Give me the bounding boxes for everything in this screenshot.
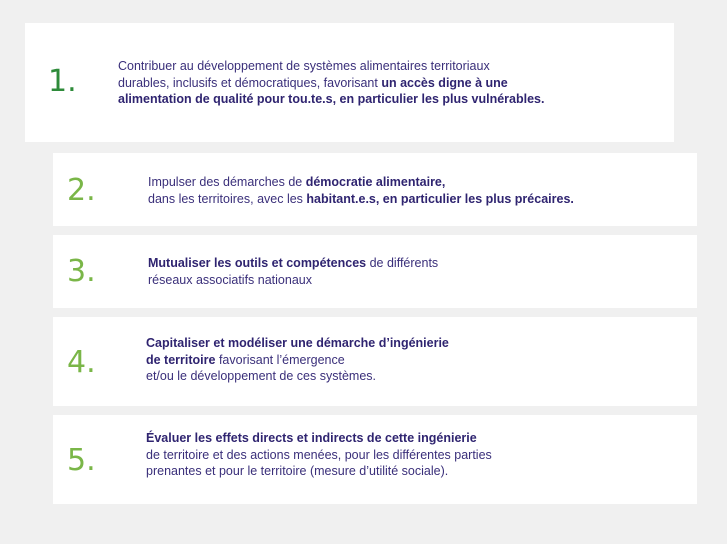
objective-text bbox=[148, 255, 438, 288]
text-line bbox=[146, 447, 492, 464]
text-run: durables, inclusifs et démocratiques, favorisant bbox=[118, 75, 382, 90]
text-run: dans les territoires, avec les bbox=[148, 191, 307, 206]
text-run-bold: de territoire bbox=[146, 352, 216, 367]
text-line bbox=[118, 91, 544, 108]
objective-text bbox=[146, 430, 492, 480]
text-line bbox=[146, 368, 449, 385]
text-line bbox=[146, 352, 449, 369]
text-run: prenantes et pour le territoire (mesure d’utilité sociale). bbox=[146, 464, 449, 478]
text-run: de territoire et des actions menées, pour les différentes parties bbox=[146, 447, 492, 462]
text-run-bold: démocratie alimentaire, bbox=[305, 175, 446, 189]
objective-number: 2. bbox=[67, 173, 96, 208]
text-line bbox=[148, 174, 574, 191]
text-line bbox=[146, 335, 449, 352]
text-line bbox=[118, 75, 544, 92]
text-run-bold: alimentation de qualité pour tou.te.s, en particulier les plus vulnérables. bbox=[118, 92, 545, 106]
text-run: et/ou le développement de ces systèmes. bbox=[146, 369, 376, 383]
objective-card-4 bbox=[53, 317, 697, 406]
objective-number: 1. bbox=[48, 64, 77, 99]
text-run-bold: Capitaliser et modéliser une démarche d’ingénierie bbox=[146, 336, 449, 350]
objective-card-1 bbox=[25, 23, 674, 142]
objective-card-3 bbox=[53, 235, 697, 308]
objective-card-5 bbox=[53, 415, 697, 504]
objective-text bbox=[146, 335, 449, 385]
objective-text bbox=[148, 174, 574, 207]
text-run-bold: habitant.e.s, en particulier les plus précaires. bbox=[306, 191, 574, 206]
text-run: Contribuer au développement de systèmes alimentaires territoriaux bbox=[118, 59, 490, 73]
text-run: réseaux associatifs nationaux bbox=[148, 272, 312, 287]
objective-text bbox=[118, 58, 544, 108]
objective-number: 5. bbox=[67, 443, 96, 478]
text-run: Impulser des démarches de bbox=[148, 175, 306, 189]
text-line bbox=[146, 430, 492, 447]
text-line bbox=[146, 463, 492, 480]
text-line bbox=[148, 272, 438, 289]
text-run: de différents bbox=[366, 256, 439, 270]
text-run: favorisant l’émergence bbox=[215, 352, 345, 367]
text-run-bold: un accès digne à une bbox=[381, 75, 508, 90]
text-run-bold: Mutualiser les outils et compétences bbox=[148, 256, 367, 270]
objective-number: 4. bbox=[67, 345, 96, 380]
text-run-bold: Évaluer les effets directs et indirects de cette ingénierie bbox=[146, 431, 477, 445]
text-line bbox=[148, 255, 438, 272]
objective-number: 3. bbox=[67, 254, 96, 289]
objective-card-2 bbox=[53, 153, 697, 226]
text-line bbox=[118, 58, 544, 75]
text-line bbox=[148, 191, 574, 208]
